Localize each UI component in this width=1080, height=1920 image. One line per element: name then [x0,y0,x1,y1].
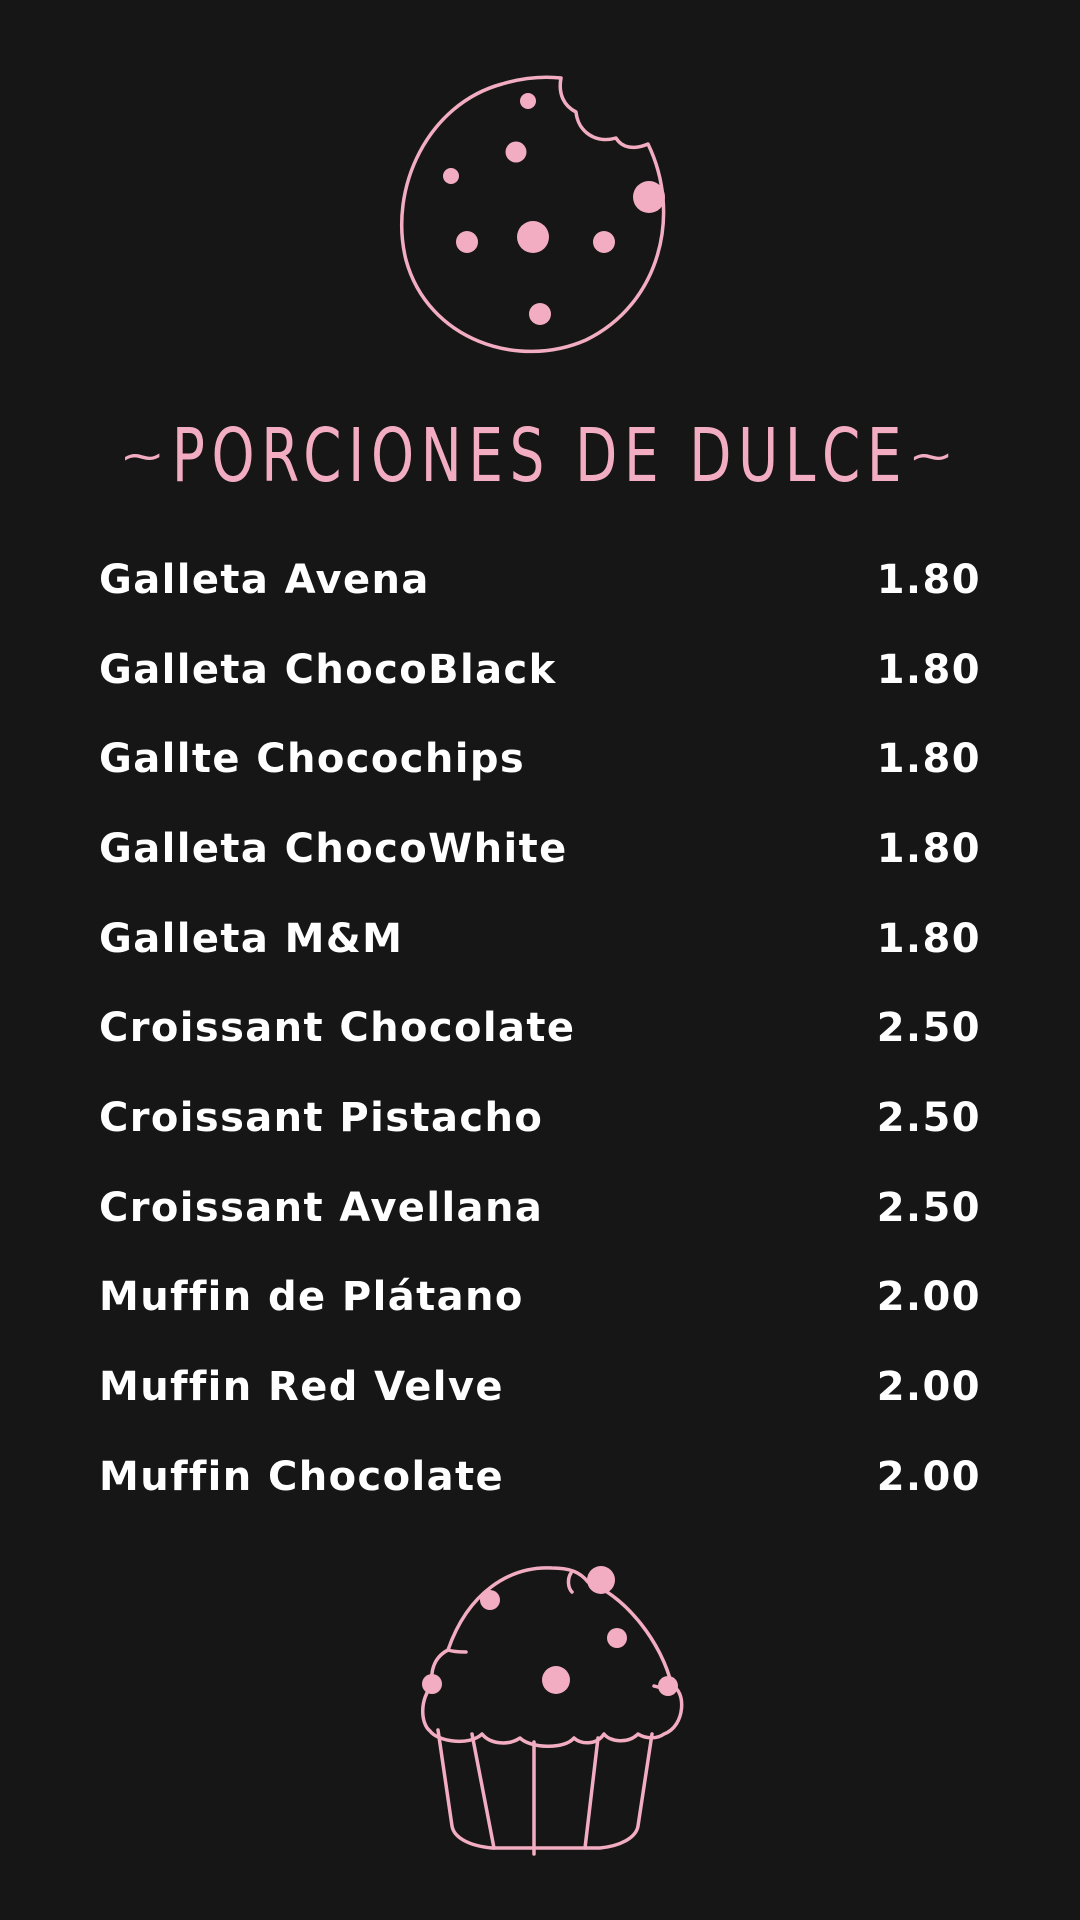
menu-title [119,408,961,504]
menu-item [99,625,981,715]
item-name: Croissant Chocolate [99,1005,576,1052]
muffin-icon [390,1548,690,1860]
menu-item [99,1073,981,1163]
item-price: 2.50 [876,1184,981,1231]
menu-item [99,804,981,894]
cookie-icon [398,74,682,358]
title-deco-left: ~ [119,432,172,480]
item-price: 2.00 [876,1453,981,1500]
menu-item [99,1342,981,1432]
item-price: 1.80 [876,915,981,962]
menu-item [99,1432,981,1522]
item-price: 2.50 [876,1005,981,1052]
menu-item [99,535,981,625]
menu-item [99,714,981,804]
item-name: Muffin Chocolate [99,1453,505,1500]
item-name: Croissant Pistacho [99,1094,544,1141]
item-price: 2.50 [876,1094,981,1141]
item-name: Muffin de Plátano [99,1274,524,1321]
title-deco-right: ~ [908,432,961,480]
item-name: Galleta ChocoWhite [99,825,568,872]
item-price: 1.80 [876,646,981,693]
item-price: 1.80 [876,736,981,783]
item-name: Galleta M&M [99,915,404,962]
menu-item [99,1163,981,1253]
item-name: Galleta Avena [99,556,430,603]
item-name: Croissant Avellana [99,1184,544,1231]
item-price: 1.80 [876,556,981,603]
item-name: Muffin Red Velve [99,1364,504,1411]
menu-item [99,894,981,984]
menu-item [99,983,981,1073]
title-text: PORCIONES DE DULCE [171,413,909,499]
item-name: Galleta ChocoBlack [99,646,557,693]
menu-item [99,1253,981,1343]
item-price: 2.00 [876,1274,981,1321]
item-price: 1.80 [876,825,981,872]
item-name: Gallte Chocochips [99,736,526,783]
menu-list [99,535,981,1522]
item-price: 2.00 [876,1364,981,1411]
